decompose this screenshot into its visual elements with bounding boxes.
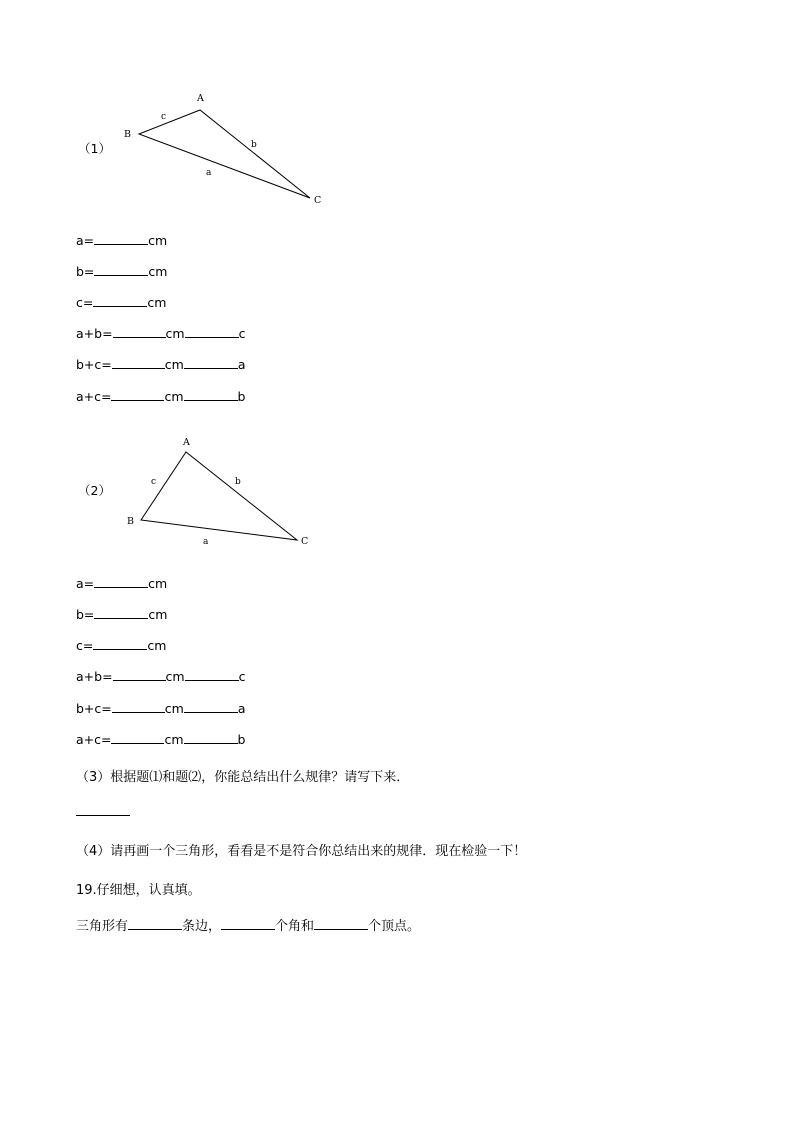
problem1-label: （1） <box>78 141 111 156</box>
line-prefix: a+c= <box>76 732 112 747</box>
answer-blank[interactable] <box>113 668 166 681</box>
line-prefix: a+b= <box>76 326 113 341</box>
answer-blank[interactable] <box>93 637 147 650</box>
triangle-1-side-a: a <box>206 168 212 178</box>
q19-part4: 个顶点。 <box>368 919 421 934</box>
line-unit: cm <box>164 701 184 716</box>
question-3: （3）根据题⑴和题⑵，你能总结出什么规律？请写下来． <box>76 770 410 785</box>
answer-blank[interactable] <box>94 606 148 619</box>
problem2-line-2 <box>76 606 167 622</box>
line-unit: cm <box>164 357 184 372</box>
line-unit: cm <box>164 389 184 404</box>
q19-part3: 个角和 <box>275 919 315 934</box>
triangle-2-vertex-a: A <box>183 437 190 448</box>
line-prefix: b+c= <box>76 701 112 716</box>
line-prefix: b= <box>76 607 95 622</box>
problem2-line-4 <box>76 668 245 684</box>
line-prefix: b= <box>76 264 95 279</box>
line-unit: cm <box>148 607 168 622</box>
line-unit: cm <box>165 326 185 341</box>
triangle-1-side-c: c <box>161 112 167 122</box>
line-prefix: a+b= <box>76 669 113 684</box>
problem2-label: （2） <box>78 483 111 498</box>
problem2-line-6 <box>76 731 245 747</box>
question-19-line <box>76 917 420 933</box>
line-unit: cm <box>148 233 168 248</box>
problem2-line-3 <box>76 637 166 653</box>
triangle-2-vertex-b: B <box>127 516 134 527</box>
triangle-2-side-c: c <box>151 477 157 487</box>
question-3-answer-blank[interactable] <box>76 803 130 819</box>
line-suffix: b <box>237 732 246 747</box>
line-suffix: c <box>238 669 246 684</box>
line-unit: cm <box>148 264 168 279</box>
answer-blank[interactable] <box>128 917 182 930</box>
line-prefix: b+c= <box>76 357 112 372</box>
triangle-1-vertex-a: A <box>197 93 204 104</box>
line-prefix: a= <box>76 233 95 248</box>
triangle-2-side-a: a <box>203 537 209 547</box>
triangle-2-side-b: b <box>235 477 241 487</box>
line-unit: cm <box>147 638 167 653</box>
answer-blank[interactable] <box>314 917 368 930</box>
answer-blank[interactable] <box>185 668 239 681</box>
triangle-1-vertex-c: C <box>314 195 322 206</box>
triangle-2-outline <box>141 452 297 540</box>
answer-blank[interactable] <box>112 700 165 713</box>
line-suffix: a <box>237 357 246 372</box>
line-prefix: a+c= <box>76 389 112 404</box>
line-unit: cm <box>147 295 167 310</box>
answer-blank[interactable] <box>184 731 238 744</box>
answer-blank[interactable] <box>111 731 164 744</box>
question-19-title: 19.仔细想，认真填。 <box>76 883 201 898</box>
q19-part2: 条边， <box>182 919 222 934</box>
question-4: （4）请再画一个三角形，看看是不是符合你总结出来的规律．现在检验一下！ <box>76 844 527 859</box>
triangle-2-vertex-c: C <box>301 536 309 547</box>
line-unit: cm <box>148 576 168 591</box>
line-unit: cm <box>164 732 184 747</box>
problem2-line-1 <box>76 575 167 591</box>
line-suffix: a <box>237 701 246 716</box>
triangle-1-vertex-b: B <box>124 129 131 140</box>
line-prefix: c= <box>76 638 94 653</box>
problem2-line-5 <box>76 700 246 716</box>
answer-blank[interactable] <box>184 700 238 713</box>
answer-blank[interactable] <box>94 575 148 588</box>
triangle-1-side-b: b <box>251 140 257 150</box>
line-unit: cm <box>165 669 185 684</box>
line-prefix: c= <box>76 295 94 310</box>
line-suffix: c <box>238 326 246 341</box>
line-suffix: b <box>237 389 246 404</box>
line-prefix: a= <box>76 576 95 591</box>
answer-blank[interactable] <box>221 917 275 930</box>
q19-part1: 三角形有 <box>76 919 129 934</box>
